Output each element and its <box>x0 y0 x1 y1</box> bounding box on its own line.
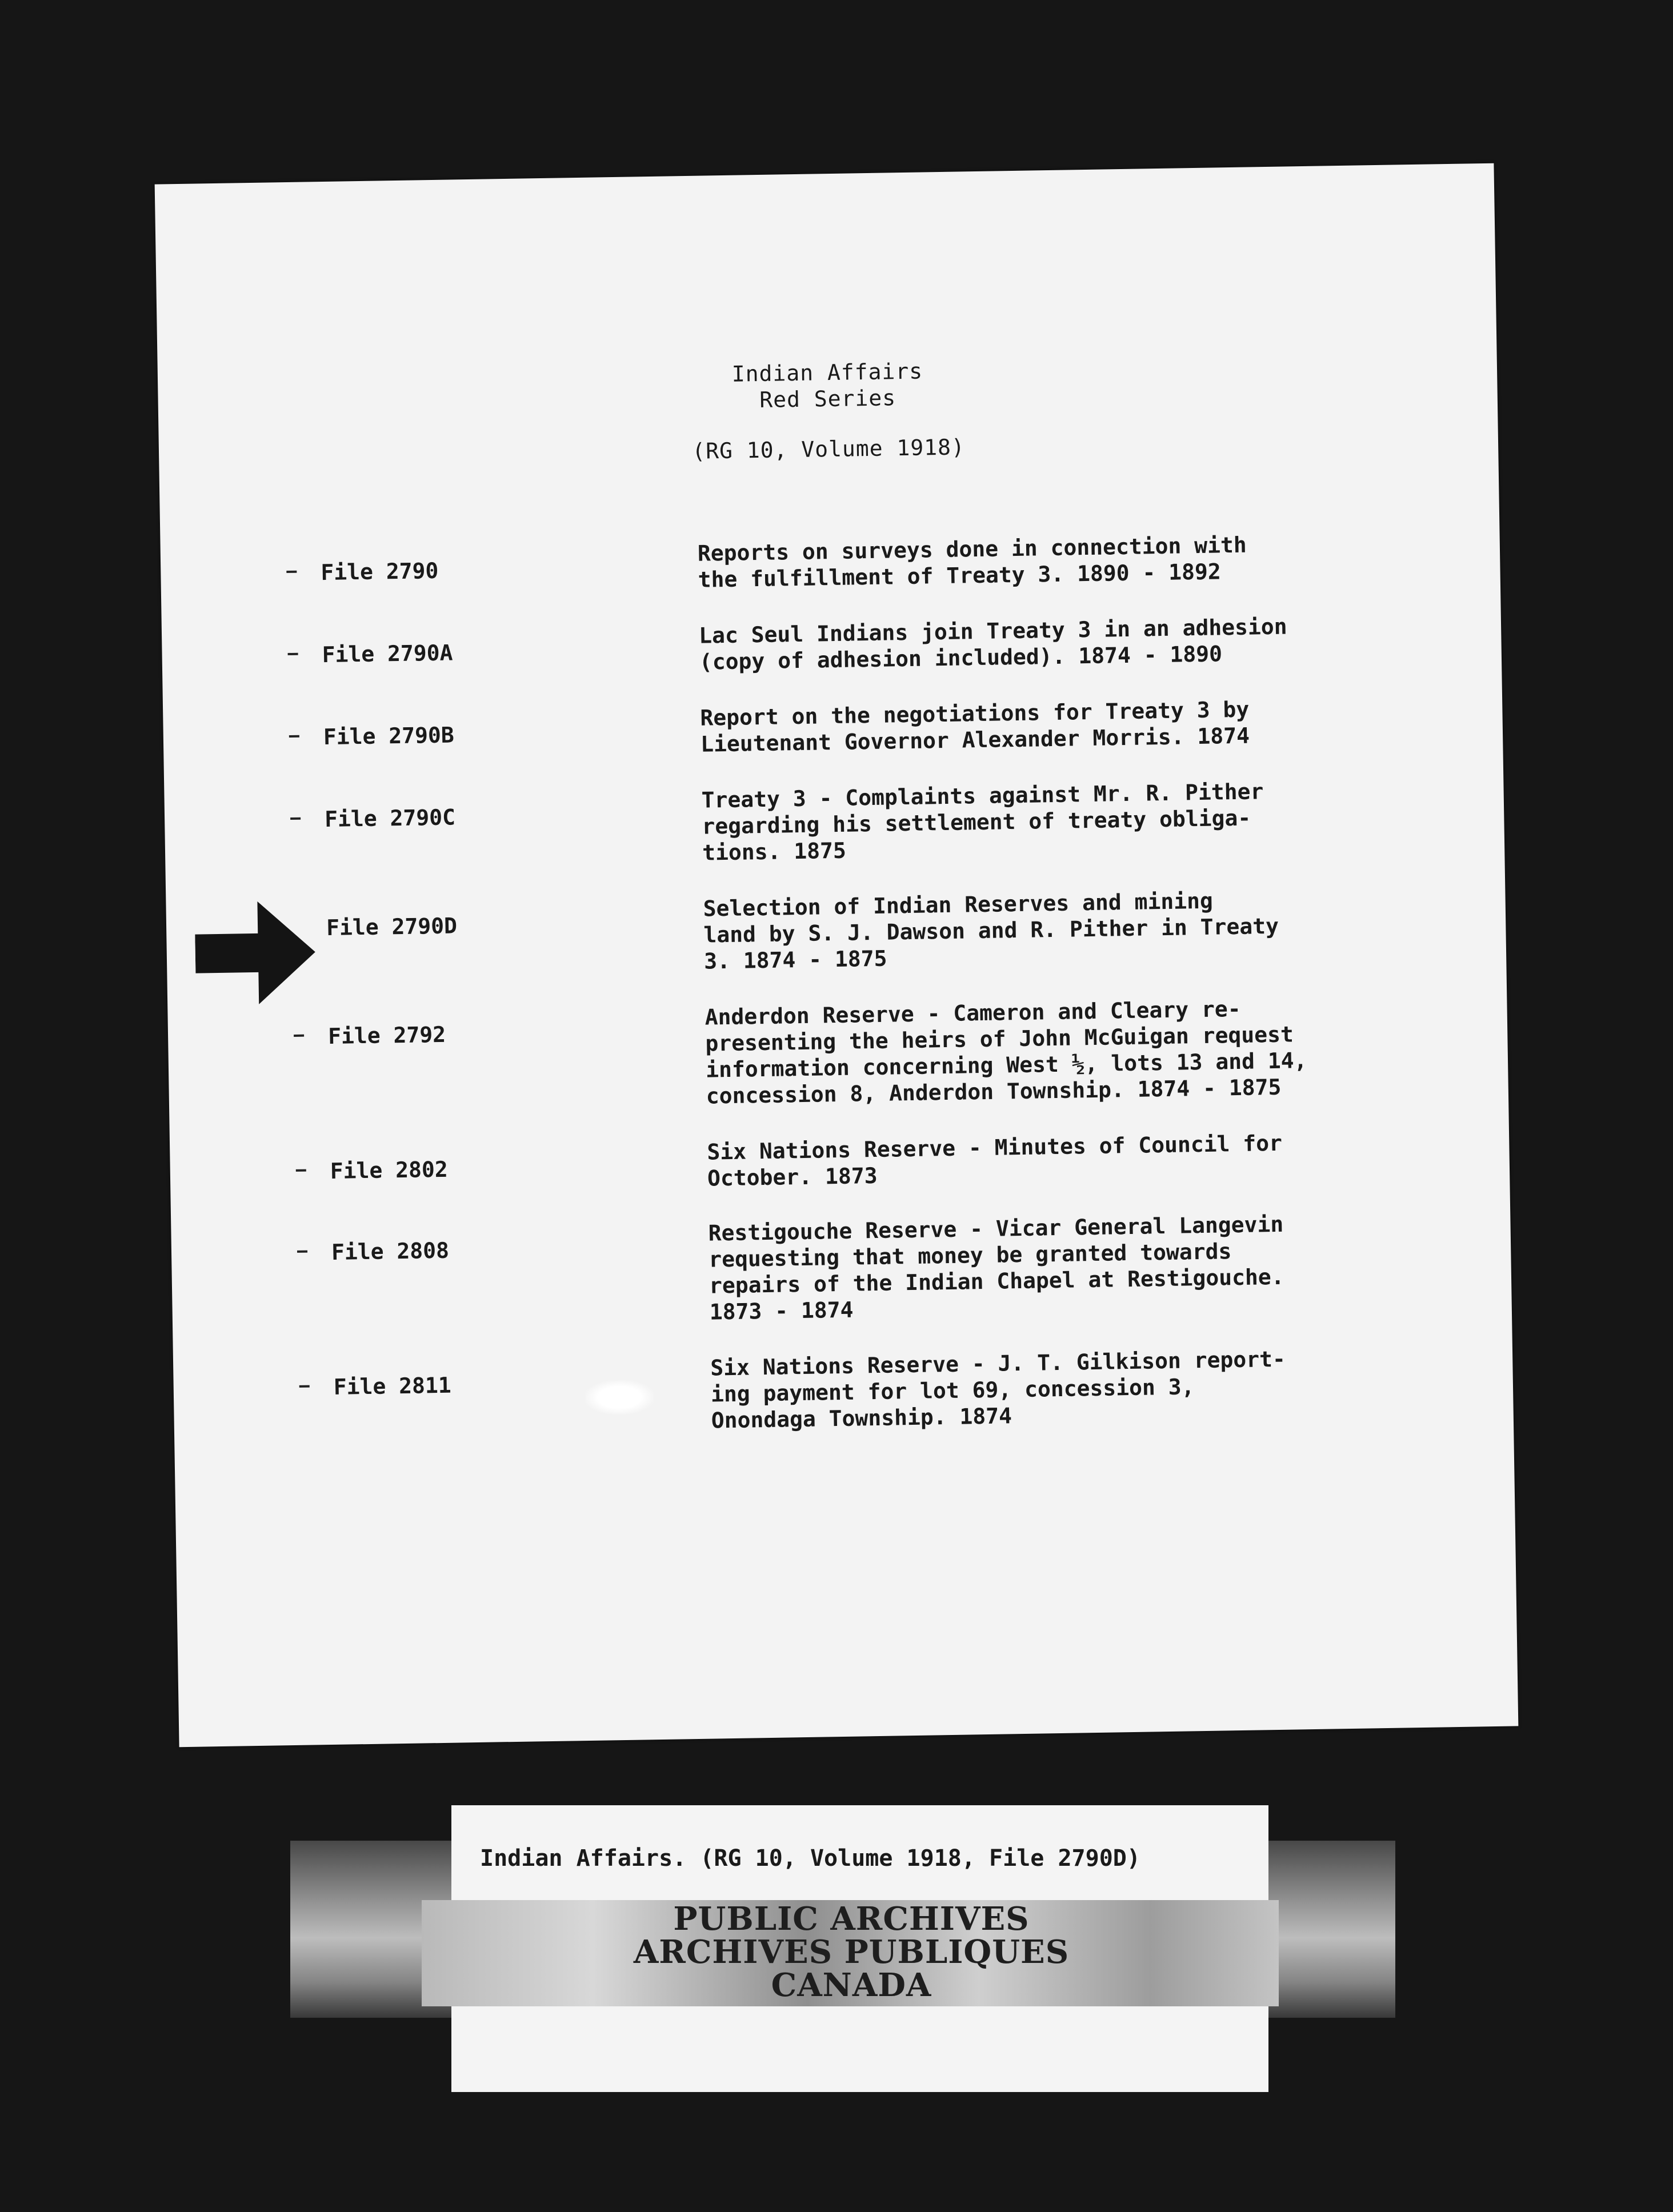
tick-mark <box>286 571 297 573</box>
file-description <box>708 1210 1367 1325</box>
file-label: File 2808 <box>331 1237 450 1265</box>
archives-stamp <box>566 1902 1137 2002</box>
arrow-right-icon <box>194 900 316 1005</box>
description-line: concession 8, Anderdon Township. 1874 - 1875 <box>706 1074 1282 1109</box>
description-line: Lac Seul Indians join Treaty 3 in an adhesion <box>698 614 1287 648</box>
entry-file-2811 <box>173 1346 1512 1433</box>
file-label: File 2811 <box>333 1372 451 1400</box>
stamp-line: ARCHIVES PUBLIQUES <box>633 1933 1070 1971</box>
entry-file-2790c <box>165 779 1504 865</box>
file-description <box>710 1344 1368 1433</box>
document-page <box>155 163 1519 1747</box>
tick-mark <box>297 1251 307 1253</box>
tick-mark <box>296 1169 306 1172</box>
header-title: Indian Affairs <box>731 358 923 387</box>
file-description <box>699 612 1356 675</box>
stamp-line: CANADA <box>771 1966 932 2004</box>
file-label: File 2790C <box>324 804 456 832</box>
tick-mark <box>288 653 298 655</box>
file-label: File 2790 <box>321 558 439 586</box>
header-subtitle: Red Series <box>759 385 896 412</box>
entry-file-2790a <box>162 614 1501 675</box>
description-line: Onondaga Township. 1874 <box>711 1403 1012 1433</box>
stamp-line: PUBLIC ARCHIVES <box>673 1900 1030 1938</box>
description-line: the fulfillment of Treaty 3. 1890 - 1892 <box>698 559 1222 592</box>
description-line: Report on the negotiations for Treaty 3 by <box>700 696 1250 731</box>
description-line: repairs of the Indian Chapel at Restigouche. <box>709 1264 1284 1299</box>
description-line: requesting that money be granted towards <box>708 1239 1232 1272</box>
file-description <box>703 885 1361 975</box>
description-line: tions. 1875 <box>702 837 847 865</box>
description-line: land by S. J. Dawson and R. Pither in Treaty <box>703 913 1279 948</box>
tick-mark <box>299 1385 310 1388</box>
description-line: (copy of adhesion included). 1874 - 1890 <box>699 641 1223 675</box>
entry-file-2808 <box>171 1211 1511 1325</box>
entry-file-2792 <box>168 996 1507 1109</box>
file-description <box>705 994 1363 1109</box>
description-line: Restigouche Reserve - Vicar General Langevin <box>708 1211 1284 1246</box>
reference-label: Indian Affairs. (RG 10, Volume 1918, File 2790D) <box>480 1845 1140 1872</box>
description-line: information concerning West ½, lots 13 and 14, <box>705 1048 1307 1083</box>
description-line: presenting the heirs of John McGuigan request <box>705 1021 1294 1056</box>
description-line: Six Nations Reserve - Minutes of Council for <box>707 1130 1283 1165</box>
entry-file-2790b <box>163 696 1503 757</box>
tick-mark <box>289 735 299 738</box>
file-label: File 2792 <box>327 1021 446 1049</box>
tick-mark <box>290 818 301 820</box>
description-line: Selection of Indian Reserves and mining <box>703 888 1214 921</box>
description-line: Anderdon Reserve - Cameron and Cleary re- <box>705 996 1241 1030</box>
file-description <box>698 530 1355 593</box>
description-line: Six Nations Reserve - J. T. Gilkison report- <box>710 1346 1286 1381</box>
file-label: File 2790B <box>323 722 454 750</box>
description-line: regarding his settlement of treaty obliga- <box>702 805 1251 839</box>
description-line: 1873 - 1874 <box>709 1297 854 1325</box>
paper-smudge <box>585 1380 654 1415</box>
file-description <box>700 695 1358 758</box>
file-label: File 2790D <box>326 913 458 941</box>
entry-file-2790 <box>161 532 1500 592</box>
description-line: Reports on surveys done in connection with <box>697 532 1247 566</box>
file-label: File 2790A <box>322 640 453 668</box>
tick-mark <box>294 1035 304 1037</box>
header-volume: (RG 10, Volume 1918) <box>691 434 966 464</box>
description-line: Treaty 3 - Complaints against Mr. R. Pither <box>701 779 1264 813</box>
file-label: File 2802 <box>330 1156 449 1184</box>
description-line: October. 1873 <box>707 1163 878 1191</box>
description-line: 3. 1874 - 1875 <box>703 945 887 974</box>
description-line: ing payment for lot 69, concession 3, <box>710 1374 1195 1407</box>
file-description <box>701 777 1359 866</box>
entry-file-2802 <box>170 1130 1510 1191</box>
file-description <box>707 1129 1364 1192</box>
entry-file-2790d <box>166 888 1506 974</box>
description-line: Lieutenant Governor Alexander Morris. 1874 <box>700 723 1250 757</box>
